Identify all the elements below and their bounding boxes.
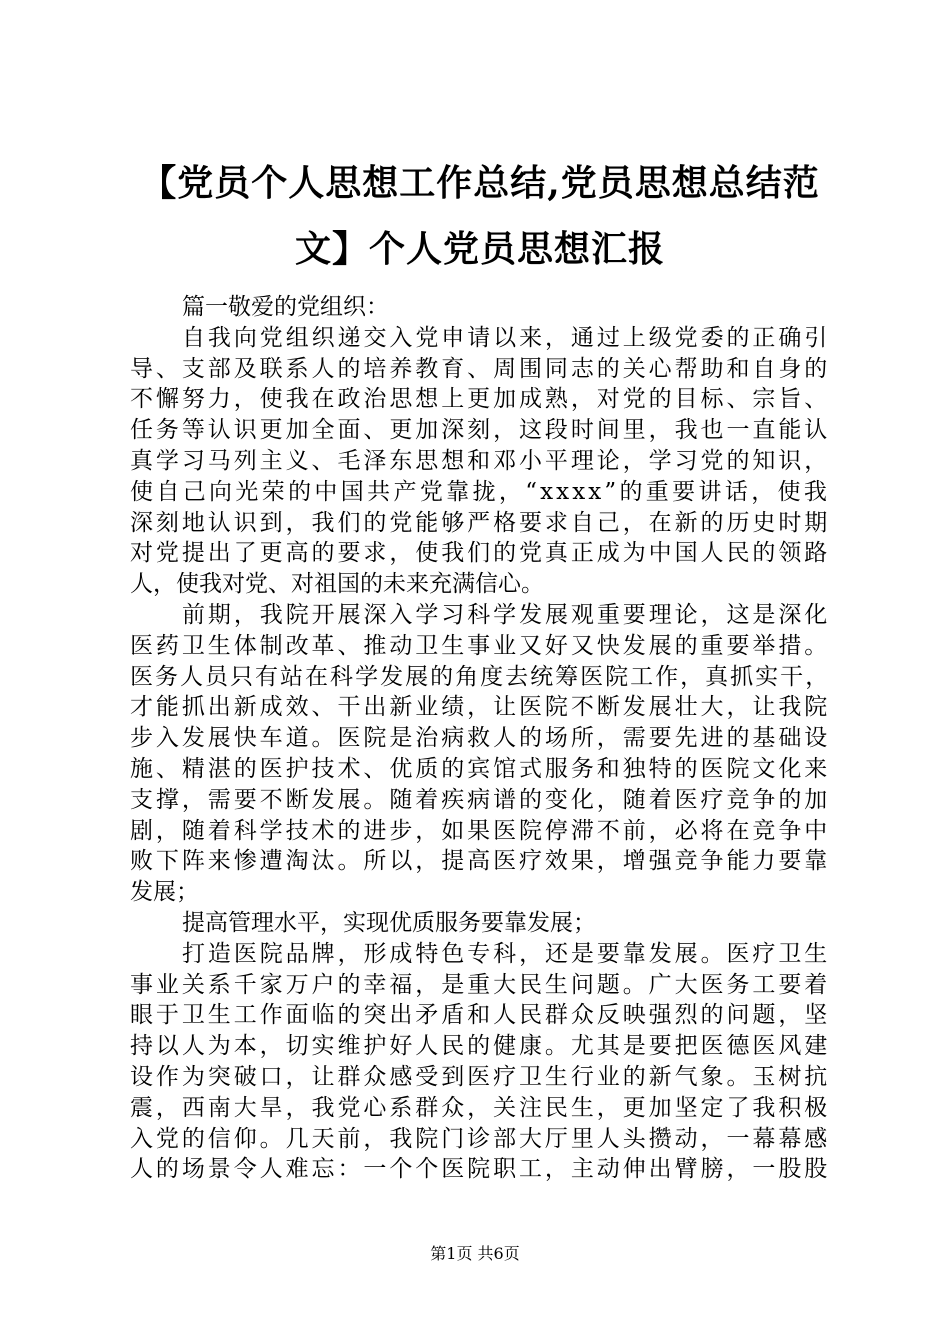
body-line: 才能抓出新成效、干出新业绩，让医院不断发展壮大，让我院 [130, 694, 830, 721]
body-line: 篇一敬爱的党组织： [182, 294, 389, 320]
body-line: 前期，我院开展深入学习科学发展观重要理论，这是深化 [182, 601, 830, 628]
body-line: 深刻地认识到，我们的党能够严格要求自己，在新的历史时期 [130, 509, 830, 536]
body-line: 任务等认识更加全面、更加深刻，这段时间里，我也一直能认 [130, 417, 830, 444]
body-line: 自我向党组织递交入党申请以来，通过上级党委的正确引 [182, 324, 830, 351]
body-line: 震，西南大旱，我党心系群众，关注民生，更加坚定了我积极 [130, 1094, 830, 1121]
body-line: 导、支部及联系人的培养教育、周围同志的关心帮助和自身的 [130, 355, 830, 382]
body-line: 人，使我对党、对祖国的未来充满信心。 [130, 571, 544, 598]
title-line: 文】个人党员思想汇报 [294, 228, 665, 270]
body-line: 步入发展快车道。医院是治病救人的场所，需要先进的基础设 [130, 725, 830, 752]
body-line: 医务人员只有站在科学发展的角度去统筹医院工作，真抓实干， [130, 663, 830, 690]
document-body [130, 292, 830, 1185]
body-line: 对党提出了更高的要求，使我们的党真正成为中国人民的领路 [130, 540, 830, 567]
body-line: 入党的信仰。几天前，我院门诊部大厅里人头攒动，一幕幕感 [130, 1125, 830, 1152]
body-line: 剧，随着科学技术的进步，如果医院停滞不前，必将在竞争中 [130, 817, 830, 844]
body-line: 提高管理水平，实现优质服务要靠发展； [182, 909, 596, 936]
page-footer: 第1页 共6页 [430, 1244, 520, 1263]
document-title [130, 150, 830, 282]
body-line: 设作为突破口，让群众感受到医疗卫生行业的新气象。玉树抗 [130, 1063, 830, 1090]
body-line: 败下阵来惨遭淘汰。所以，提高医疗效果，增强竞争能力要靠 [130, 848, 830, 875]
body-line: 人的场景令人难忘：一个个医院职工，主动伸出臂膀，一股股 [130, 1156, 830, 1183]
body-line: 施、精湛的医护技术、优质的宾馆式服务和独特的医院文化来 [130, 755, 830, 782]
body-line: 发展； [130, 879, 199, 906]
body-line: 真学习马列主义、毛泽东思想和邓小平理论，学习党的知识， [130, 447, 830, 474]
body-line: 打造医院品牌，形成特色专科，还是要靠发展。医疗卫生 [182, 940, 830, 967]
body-line: 不懈努力，使我在政治思想上更加成熟，对党的目标、宗旨、 [130, 386, 830, 413]
body-line: 支撑，需要不断发展。随着疾病谱的变化，随着医疗竞争的加 [130, 786, 830, 813]
title-line: 【党员个人思想工作总结,党员思想总结范 [140, 162, 820, 204]
body-line: 使自己向光荣的中国共产党靠拢，“xxxx”的重要讲话，使我 [130, 478, 830, 505]
body-line: 医药卫生体制改革、推动卫生事业又好又快发展的重要举措。 [130, 632, 830, 659]
body-line: 事业关系千家万户的幸福，是重大民生问题。广大医务工要着 [130, 971, 830, 998]
body-line: 持以人为本，切实维护好人民的健康。尤其是要把医德医风建 [130, 1033, 830, 1060]
body-line: 眼于卫生工作面临的突出矛盾和人民群众反映强烈的问题，坚 [130, 1002, 830, 1029]
